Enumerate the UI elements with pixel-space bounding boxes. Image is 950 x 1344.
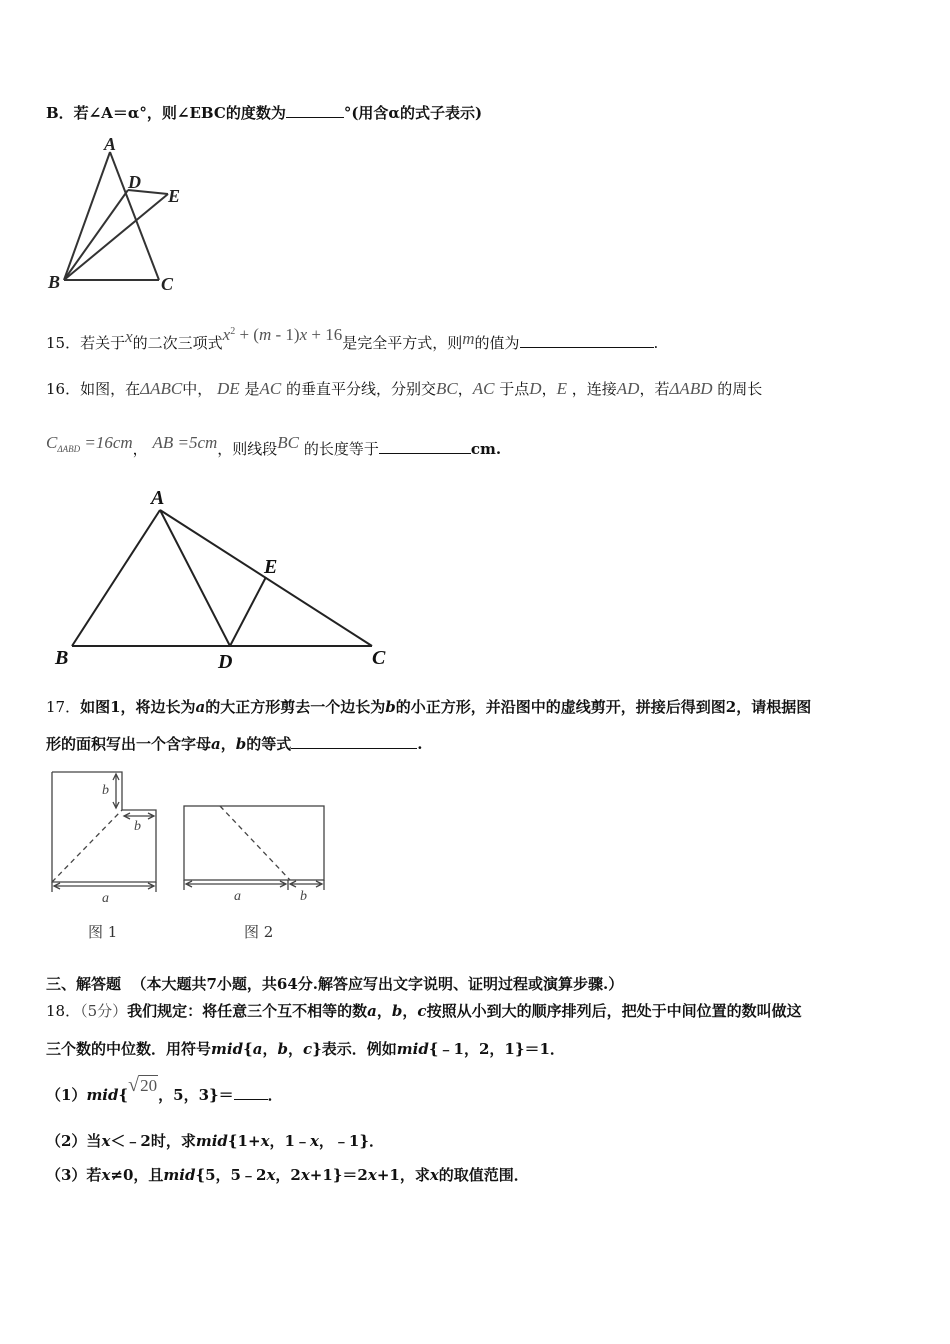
q15-expression: $x^2 + (m - 1)x + 16$ <box>222 325 343 344</box>
question-18-part-2: （2）当x＜﹣2时，求mid{1+x，1﹣x，﹣1}． <box>46 1132 384 1150</box>
question-b-prefix: B．若∠A＝α°，则∠EBC的度数为 <box>46 104 286 122</box>
q16-text-8: 的周长 <box>717 380 763 398</box>
label-a: a <box>234 889 241 904</box>
question-15 <box>46 325 659 353</box>
label-d: D <box>218 651 233 673</box>
q16-abd: ΔABD <box>669 379 713 398</box>
answer-blank-18-1 <box>234 1084 268 1100</box>
label-b: B <box>55 647 69 669</box>
edge-ad <box>160 510 230 646</box>
q15-text-4: 的值为 <box>474 334 520 352</box>
label-b-right: b <box>134 819 141 834</box>
q16-comma-2: ， <box>541 380 557 398</box>
question-17-line-1 <box>46 697 811 717</box>
question-17-line-2: 形的面积写出一个含字母a，b的等式 . <box>46 735 423 753</box>
label-b-top: b <box>102 783 109 798</box>
q16-text-2: 中， <box>182 380 213 398</box>
q16-text-3: 是 <box>244 380 260 398</box>
q15-text-3: 是完全平方式，则 <box>342 334 463 352</box>
caption-figure-2: 图 2 <box>244 923 274 941</box>
q16-de: DE <box>217 379 240 398</box>
q16-number: 16． <box>46 380 81 398</box>
label-b: B <box>48 272 61 292</box>
question-b-suffix: °(用含α的式子表示) <box>343 104 483 122</box>
q16-e: E <box>556 379 567 398</box>
label-b: b <box>300 889 307 904</box>
label-c: C <box>372 647 386 669</box>
q18-score: （5分） <box>80 1002 128 1020</box>
section-3-title: 三、解答题 <box>46 975 122 993</box>
question-16-line-2 <box>46 433 502 465</box>
q16-text-4: 的垂直平分线，分别交 <box>285 380 436 398</box>
q15-var-x: x <box>125 327 133 346</box>
answer-blank-15 <box>520 332 654 348</box>
q16-d: D <box>529 379 542 398</box>
dashed-cut-line <box>52 810 122 882</box>
q16-text-5: 于点 <box>499 380 530 398</box>
q16-ad: AD <box>616 379 640 398</box>
q16-text-7: ，若 <box>639 380 670 398</box>
q15-text-1: 若关于 <box>80 334 126 352</box>
q18-number: 18． <box>46 1002 81 1020</box>
q16-unit: cm. <box>470 440 502 458</box>
edge-de <box>230 577 266 646</box>
q16-text-10: ，则线段 <box>217 440 278 458</box>
caption-figure-1: 图 1 <box>88 923 118 941</box>
q16-bc-2: BC <box>277 433 300 452</box>
dashed-cut-line <box>220 806 290 880</box>
question-16-line-1 <box>46 379 762 399</box>
q16-comma: ， <box>457 380 473 398</box>
edge-ab <box>72 510 160 646</box>
rectangle-outline <box>184 806 324 880</box>
q16-text-1: 如图，在 <box>80 380 141 398</box>
q16-ac: AC <box>259 379 282 398</box>
q16-ab-value: AB =5cm <box>152 433 218 452</box>
q16-perimeter: $C_{\Delta ABD} =16cm$ <box>46 433 133 454</box>
q15-var-m: m <box>462 329 475 348</box>
answer-blank-16 <box>379 438 471 454</box>
label-a: A <box>104 134 117 154</box>
q15-number: 15． <box>46 334 81 352</box>
label-a: A <box>151 487 165 509</box>
answer-blank-b <box>286 102 344 118</box>
label-a: a <box>102 891 109 906</box>
question-18-part-1: （1）mid{√20，5，3}＝ ． <box>46 1074 283 1104</box>
q16-triangle: ΔABC <box>140 379 183 398</box>
question-b <box>46 102 482 123</box>
question-18-line-2: 三个数的中位数．用符号mid{a，b，c}表示．例如mid{﹣1，2，1}＝1． <box>46 1040 565 1058</box>
figure-17-2-rectangle <box>178 800 330 906</box>
q15-end: . <box>653 334 659 352</box>
answer-blank-17 <box>291 733 417 749</box>
sqrt-20: √20 <box>128 1074 158 1096</box>
q16-bc: BC <box>436 379 458 398</box>
q16-ac-2: AC <box>472 379 495 398</box>
label-e: E <box>264 556 278 578</box>
section-3-heading <box>46 974 623 994</box>
section-3-description: （本大题共7小题，共64分.解答应写出文字说明、证明过程或演算步骤.） <box>131 975 624 993</box>
q16-text-9: ， <box>132 440 148 458</box>
label-e: E <box>168 186 181 206</box>
question-18-line-1: 18．（5分）我们规定：将任意三个互不相等的数a，b，c按照从小到大的顺序排列后，把处于中间位置的数叫做这 <box>46 1002 802 1020</box>
figure-17-1-cut-square <box>44 764 170 906</box>
label-d: D <box>128 172 141 192</box>
q17-text-bold: 如图1，将边长为a的大正方形剪去一个边长为b的小正方形，并沿图中的虚线剪开，拼接后得到图2，请根据图 <box>80 698 812 716</box>
q17-number: 17． <box>46 698 81 716</box>
question-18-part-3: （3）若x≠0，且mid{5，5﹣2x，2x+1}＝2x+1，求x的取值范围． <box>46 1166 529 1184</box>
q16-text-11: 的长度等于 <box>303 440 379 458</box>
figure-triangle-perpendicular-bisector <box>46 484 402 674</box>
q15-text-2: 的二次三项式 <box>132 334 223 352</box>
q16-text-6: ，连接 <box>571 380 617 398</box>
label-c: C <box>161 274 174 294</box>
figure-triangle-abc-de <box>44 134 194 296</box>
